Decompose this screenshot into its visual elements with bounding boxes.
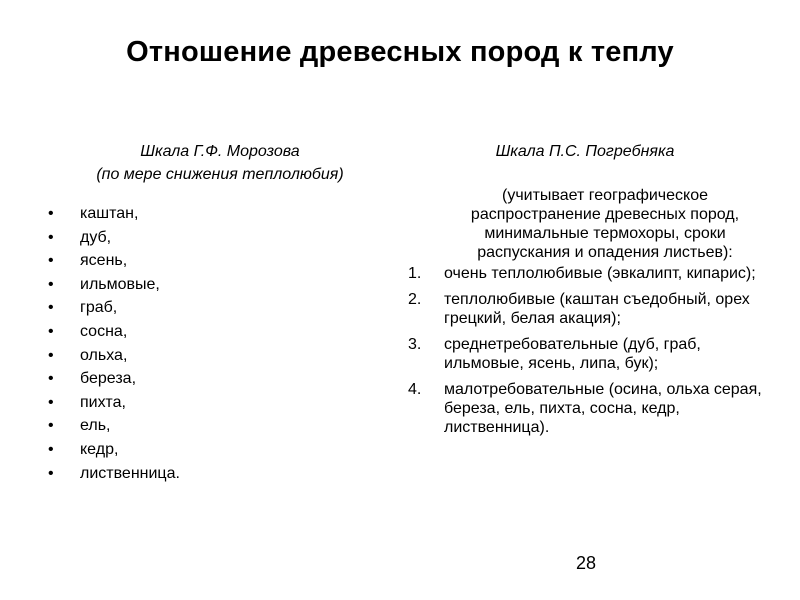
- pogrebnyak-scale-heading: Шкала П.С. Погребняка: [495, 143, 675, 160]
- list-item: [40, 249, 400, 273]
- list-item-text: кедр,: [80, 440, 119, 458]
- morozov-scale-subheading: (по мере снижения теплолюбия): [96, 166, 344, 183]
- page-number: 28: [576, 553, 597, 573]
- list-item-text: граб,: [80, 299, 118, 317]
- bullet-icon: •: [48, 228, 54, 246]
- list-item-number: 1.: [408, 265, 422, 282]
- list-item-number: 2.: [408, 291, 422, 308]
- list-item: [40, 344, 400, 368]
- list-item-number: 4.: [408, 381, 422, 398]
- slide-title: Отношение древесных пород к теплу: [126, 36, 674, 68]
- morozov-scale-column: [40, 140, 400, 485]
- list-item-text: малотребовательные (осина, ольха серая, береза, ель, пихта, сосна, кедр, лиственница).: [444, 381, 762, 436]
- list-item-text: дуб,: [80, 228, 112, 246]
- list-item: [40, 296, 400, 320]
- bullet-icon: •: [48, 440, 54, 458]
- list-item: [400, 335, 770, 373]
- list-item-text: каштан,: [80, 205, 139, 222]
- bullet-icon: •: [48, 252, 54, 270]
- list-item: [40, 320, 400, 344]
- pogrebnyak-scale-column: [400, 140, 770, 444]
- list-item-text: теплолюбивые (каштан съедобный, орех грецкий, белая акация);: [444, 291, 750, 327]
- list-item: [40, 391, 400, 415]
- list-item: [40, 367, 400, 391]
- list-item-text: береза,: [80, 370, 137, 388]
- list-item: [400, 380, 770, 437]
- bullet-icon: •: [48, 322, 54, 340]
- bullet-icon: •: [48, 275, 54, 293]
- list-item-text: лиственница.: [80, 464, 180, 482]
- list-item-text: ильмовые,: [80, 275, 160, 293]
- pogrebnyak-scale-intro: (учитывает географическое распространение древесных пород, минимальные термохоры, сроки распускания и опадения листьев):: [470, 187, 740, 261]
- pogrebnyak-category-list: [400, 264, 770, 437]
- list-item: [400, 290, 770, 328]
- bullet-icon: •: [48, 417, 54, 435]
- bullet-icon: •: [48, 370, 54, 388]
- list-item: [40, 202, 400, 226]
- list-item-text: ель,: [80, 417, 111, 435]
- list-item-text: очень теплолюбивые (эвкалипт, кипарис);: [444, 265, 756, 282]
- list-item: [40, 273, 400, 297]
- list-item-number: 3.: [408, 336, 422, 353]
- list-item-text: ясень,: [80, 252, 128, 270]
- list-item-text: сосна,: [80, 322, 128, 340]
- bullet-icon: •: [48, 205, 54, 222]
- morozov-species-list: [40, 202, 400, 485]
- list-item: [40, 462, 400, 486]
- list-item-text: среднетребовательные (дуб, граб, ильмовые, ясень, липа, бук);: [444, 336, 701, 372]
- morozov-scale-heading: Шкала Г.Ф. Морозова: [140, 143, 300, 160]
- bullet-icon: •: [48, 346, 54, 364]
- list-item-text: ольха,: [80, 346, 128, 364]
- bullet-icon: •: [48, 464, 54, 482]
- list-item: [40, 414, 400, 438]
- bullet-icon: •: [48, 393, 54, 411]
- list-item: [40, 438, 400, 462]
- list-item: [40, 226, 400, 250]
- list-item: [400, 264, 770, 283]
- bullet-icon: •: [48, 299, 54, 317]
- list-item-text: пихта,: [80, 393, 126, 411]
